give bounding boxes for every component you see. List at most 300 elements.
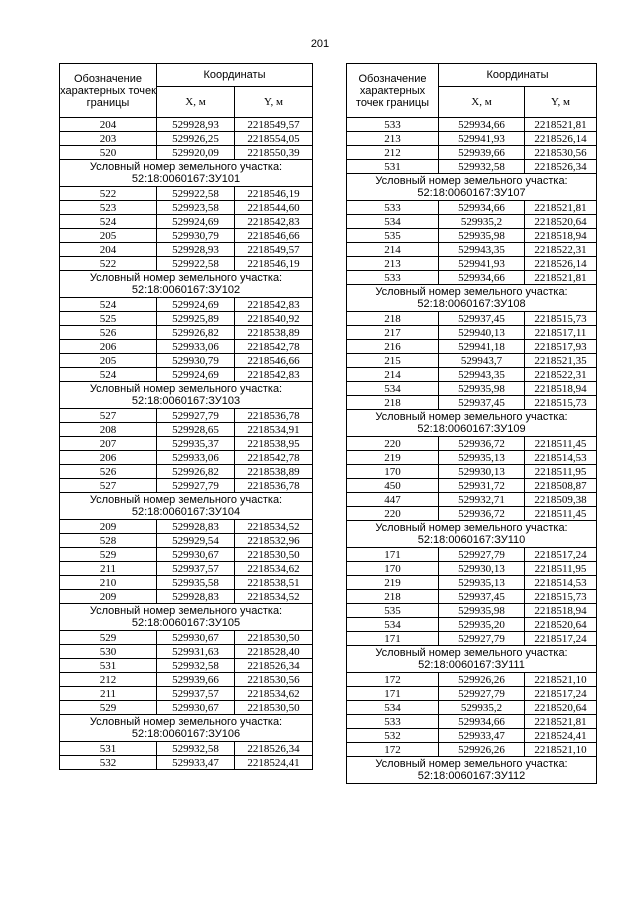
point-number-cell: 531 bbox=[60, 659, 157, 673]
point-number-cell: 529 bbox=[60, 548, 157, 562]
table-row bbox=[347, 604, 597, 618]
parcel-subheader-row bbox=[347, 757, 597, 784]
x-coordinate-cell: 529931,72 bbox=[439, 479, 525, 493]
table-header bbox=[347, 64, 597, 118]
x-coordinate-cell: 529937,45 bbox=[439, 590, 525, 604]
point-number-cell: 534 bbox=[347, 618, 439, 632]
x-coordinate-cell: 529924,69 bbox=[157, 215, 235, 229]
point-number-cell: 218 bbox=[347, 590, 439, 604]
parcel-subheader-row bbox=[60, 382, 313, 409]
y-coordinate-cell: 2218534,62 bbox=[235, 562, 313, 576]
y-coordinate-cell: 2218517,93 bbox=[525, 340, 597, 354]
point-number-cell: 213 bbox=[347, 257, 439, 271]
table-row bbox=[60, 687, 313, 701]
x-coordinate-cell: 529926,26 bbox=[439, 743, 525, 757]
point-number-cell: 215 bbox=[347, 354, 439, 368]
point-number-cell: 210 bbox=[60, 576, 157, 590]
table-row bbox=[60, 479, 313, 493]
x-coordinate-cell: 529937,57 bbox=[157, 687, 235, 701]
x-coordinate-cell: 529932,71 bbox=[439, 493, 525, 507]
point-number-cell: 533 bbox=[347, 118, 439, 132]
table-row bbox=[60, 548, 313, 562]
point-number-cell: 172 bbox=[347, 673, 439, 687]
point-number-cell: 170 bbox=[347, 562, 439, 576]
parcel-number-label: Условный номер земельного участка: 52:18:0060167:ЗУ105 bbox=[60, 604, 313, 631]
x-coordinate-cell: 529927,79 bbox=[439, 687, 525, 701]
point-number-cell: 220 bbox=[347, 437, 439, 451]
x-coordinate-cell: 529926,82 bbox=[157, 465, 235, 479]
parcel-subheader-row bbox=[347, 410, 597, 437]
table-row bbox=[60, 340, 313, 354]
parcel-number-label: Условный номер земельного участка: 52:18:0060167:ЗУ104 bbox=[60, 493, 313, 520]
table-row bbox=[60, 742, 313, 756]
y-coordinate-cell: 2218526,14 bbox=[525, 257, 597, 271]
table-row bbox=[60, 631, 313, 645]
table-row bbox=[347, 562, 597, 576]
parcel-number-label: Условный номер земельного участка: 52:18:0060167:ЗУ109 bbox=[347, 410, 597, 437]
x-coordinate-cell: 529941,18 bbox=[439, 340, 525, 354]
parcel-subheader-row bbox=[60, 160, 313, 187]
y-coordinate-cell: 2218521,81 bbox=[525, 118, 597, 132]
parcel-number-label: Условный номер земельного участка: 52:18:0060167:ЗУ102 bbox=[60, 271, 313, 298]
table-row bbox=[347, 743, 597, 757]
table-row bbox=[347, 479, 597, 493]
point-number-cell: 530 bbox=[60, 645, 157, 659]
table-row bbox=[347, 507, 597, 521]
table-row bbox=[347, 576, 597, 590]
point-number-cell: 206 bbox=[60, 451, 157, 465]
x-coordinate-cell: 529932,58 bbox=[157, 659, 235, 673]
y-coordinate-cell: 2218542,83 bbox=[235, 368, 313, 382]
x-coordinate-cell: 529933,47 bbox=[439, 729, 525, 743]
point-number-cell: 533 bbox=[347, 201, 439, 215]
table-row bbox=[60, 298, 313, 312]
table-row bbox=[60, 590, 313, 604]
y-coordinate-cell: 2218549,57 bbox=[235, 243, 313, 257]
y-coordinate-cell: 2218530,56 bbox=[525, 146, 597, 160]
table-row bbox=[60, 534, 313, 548]
y-coordinate-cell: 2218522,31 bbox=[525, 243, 597, 257]
x-coordinate-cell: 529927,79 bbox=[157, 409, 235, 423]
table-row bbox=[60, 132, 313, 146]
y-coordinate-cell: 2218521,81 bbox=[525, 715, 597, 729]
y-coordinate-cell: 2218534,52 bbox=[235, 590, 313, 604]
x-coordinate-cell: 529935,98 bbox=[439, 382, 525, 396]
x-coordinate-cell: 529928,65 bbox=[157, 423, 235, 437]
x-coordinate-cell: 529935,13 bbox=[439, 451, 525, 465]
point-number-cell: 526 bbox=[60, 465, 157, 479]
x-coordinate-cell: 529934,66 bbox=[439, 715, 525, 729]
y-coordinate-cell: 2218511,45 bbox=[525, 507, 597, 521]
y-coordinate-cell: 2218536,78 bbox=[235, 479, 313, 493]
y-coordinate-cell: 2218521,35 bbox=[525, 354, 597, 368]
x-coordinate-cell: 529922,58 bbox=[157, 257, 235, 271]
table-row bbox=[60, 118, 313, 132]
table-row bbox=[347, 590, 597, 604]
point-number-cell: 533 bbox=[347, 271, 439, 285]
x-coordinate-cell: 529943,35 bbox=[439, 368, 525, 382]
x-coordinate-cell: 529928,93 bbox=[157, 118, 235, 132]
y-coordinate-cell: 2218526,14 bbox=[525, 132, 597, 146]
y-coordinate-cell: 2218520,64 bbox=[525, 618, 597, 632]
point-number-cell: 529 bbox=[60, 701, 157, 715]
parcel-number-label: Условный номер земельного участка: 52:18:0060167:ЗУ103 bbox=[60, 382, 313, 409]
table-row bbox=[60, 437, 313, 451]
y-coordinate-cell: 2218508,87 bbox=[525, 479, 597, 493]
y-coordinate-cell: 2218526,34 bbox=[525, 160, 597, 174]
point-number-cell: 212 bbox=[347, 146, 439, 160]
y-coordinate-cell: 2218517,11 bbox=[525, 326, 597, 340]
table-row bbox=[60, 562, 313, 576]
y-coordinate-cell: 2218546,19 bbox=[235, 187, 313, 201]
point-number-cell: 171 bbox=[347, 548, 439, 562]
table-row bbox=[60, 201, 313, 215]
point-number-cell: 218 bbox=[347, 396, 439, 410]
table-row bbox=[347, 215, 597, 229]
x-coordinate-cell: 529933,06 bbox=[157, 340, 235, 354]
x-coordinate-cell: 529922,58 bbox=[157, 187, 235, 201]
y-coordinate-cell: 2218546,66 bbox=[235, 354, 313, 368]
x-coordinate-cell: 529941,93 bbox=[439, 257, 525, 271]
y-coordinate-cell: 2218546,66 bbox=[235, 229, 313, 243]
x-header: X, м bbox=[439, 87, 525, 118]
table-body bbox=[60, 118, 313, 770]
y-coordinate-cell: 2218521,10 bbox=[525, 743, 597, 757]
table-row bbox=[60, 756, 313, 770]
table-row bbox=[347, 618, 597, 632]
y-header: Y, м bbox=[525, 87, 597, 118]
table-row bbox=[60, 673, 313, 687]
y-coordinate-cell: 2218522,31 bbox=[525, 368, 597, 382]
parcel-subheader-row bbox=[347, 646, 597, 673]
point-number-cell: 171 bbox=[347, 632, 439, 646]
table-row bbox=[60, 520, 313, 534]
point-number-cell: 205 bbox=[60, 229, 157, 243]
coordinates-table-left bbox=[59, 63, 313, 770]
table-row bbox=[347, 382, 597, 396]
table-row bbox=[60, 312, 313, 326]
x-coordinate-cell: 529935,37 bbox=[157, 437, 235, 451]
coordinates-header: Координаты bbox=[157, 64, 313, 87]
x-coordinate-cell: 529930,79 bbox=[157, 229, 235, 243]
point-number-cell: 211 bbox=[60, 687, 157, 701]
point-number-cell: 531 bbox=[347, 160, 439, 174]
table-row bbox=[347, 326, 597, 340]
x-coordinate-cell: 529927,79 bbox=[157, 479, 235, 493]
table-row bbox=[60, 409, 313, 423]
table-row bbox=[347, 132, 597, 146]
x-coordinate-cell: 529930,67 bbox=[157, 701, 235, 715]
y-coordinate-cell: 2218520,64 bbox=[525, 701, 597, 715]
point-number-cell: 532 bbox=[347, 729, 439, 743]
table-row bbox=[60, 701, 313, 715]
point-number-cell: 534 bbox=[347, 215, 439, 229]
point-label-header: Обозначение характерных точек границы bbox=[347, 64, 439, 118]
x-coordinate-cell: 529935,2 bbox=[439, 215, 525, 229]
x-coordinate-cell: 529930,13 bbox=[439, 465, 525, 479]
y-coordinate-cell: 2218515,73 bbox=[525, 396, 597, 410]
table-row bbox=[347, 701, 597, 715]
y-coordinate-cell: 2218538,51 bbox=[235, 576, 313, 590]
point-number-cell: 526 bbox=[60, 326, 157, 340]
x-coordinate-cell: 529934,66 bbox=[439, 271, 525, 285]
y-coordinate-cell: 2218511,45 bbox=[525, 437, 597, 451]
y-coordinate-cell: 2218511,95 bbox=[525, 562, 597, 576]
table-row bbox=[347, 465, 597, 479]
x-coordinate-cell: 529926,25 bbox=[157, 132, 235, 146]
table-row bbox=[347, 729, 597, 743]
y-coordinate-cell: 2218514,53 bbox=[525, 576, 597, 590]
table-row bbox=[347, 673, 597, 687]
table-row bbox=[60, 368, 313, 382]
parcel-subheader-row bbox=[347, 174, 597, 201]
table-row bbox=[60, 243, 313, 257]
parcel-number-label: Условный номер земельного участка: 52:18:0060167:ЗУ108 bbox=[347, 285, 597, 312]
table-row bbox=[60, 645, 313, 659]
y-coordinate-cell: 2218509,38 bbox=[525, 493, 597, 507]
y-coordinate-cell: 2218530,50 bbox=[235, 548, 313, 562]
x-coordinate-cell: 529935,13 bbox=[439, 576, 525, 590]
x-coordinate-cell: 529935,98 bbox=[439, 229, 525, 243]
x-coordinate-cell: 529943,35 bbox=[439, 243, 525, 257]
x-coordinate-cell: 529935,98 bbox=[439, 604, 525, 618]
x-coordinate-cell: 529933,47 bbox=[157, 756, 235, 770]
x-coordinate-cell: 529928,93 bbox=[157, 243, 235, 257]
y-coordinate-cell: 2218550,39 bbox=[235, 146, 313, 160]
y-coordinate-cell: 2218538,89 bbox=[235, 326, 313, 340]
x-coordinate-cell: 529930,67 bbox=[157, 548, 235, 562]
x-coordinate-cell: 529926,82 bbox=[157, 326, 235, 340]
x-coordinate-cell: 529926,26 bbox=[439, 673, 525, 687]
table-row bbox=[60, 576, 313, 590]
x-coordinate-cell: 529935,20 bbox=[439, 618, 525, 632]
y-header: Y, м bbox=[235, 87, 313, 118]
table-row bbox=[347, 312, 597, 326]
table-row bbox=[60, 354, 313, 368]
point-number-cell: 208 bbox=[60, 423, 157, 437]
y-coordinate-cell: 2218517,24 bbox=[525, 632, 597, 646]
point-number-cell: 216 bbox=[347, 340, 439, 354]
point-number-cell: 447 bbox=[347, 493, 439, 507]
point-number-cell: 172 bbox=[347, 743, 439, 757]
y-coordinate-cell: 2218530,56 bbox=[235, 673, 313, 687]
point-number-cell: 211 bbox=[60, 562, 157, 576]
table-row bbox=[347, 257, 597, 271]
point-number-cell: 217 bbox=[347, 326, 439, 340]
point-number-cell: 535 bbox=[347, 229, 439, 243]
point-number-cell: 204 bbox=[60, 118, 157, 132]
y-coordinate-cell: 2218538,89 bbox=[235, 465, 313, 479]
y-coordinate-cell: 2218518,94 bbox=[525, 604, 597, 618]
table-row bbox=[347, 548, 597, 562]
y-coordinate-cell: 2218540,92 bbox=[235, 312, 313, 326]
table-row bbox=[60, 659, 313, 673]
parcel-number-label: Условный номер земельного участка: 52:18:0060167:ЗУ112 bbox=[347, 757, 597, 784]
x-coordinate-cell: 529924,69 bbox=[157, 368, 235, 382]
y-coordinate-cell: 2218536,78 bbox=[235, 409, 313, 423]
y-coordinate-cell: 2218520,64 bbox=[525, 215, 597, 229]
page-number: 201 bbox=[310, 38, 330, 50]
table-row bbox=[347, 160, 597, 174]
table-body bbox=[347, 118, 597, 784]
x-coordinate-cell: 529931,63 bbox=[157, 645, 235, 659]
parcel-subheader-row bbox=[347, 285, 597, 312]
y-coordinate-cell: 2218544,60 bbox=[235, 201, 313, 215]
x-coordinate-cell: 529934,66 bbox=[439, 118, 525, 132]
y-coordinate-cell: 2218546,19 bbox=[235, 257, 313, 271]
x-coordinate-cell: 529932,58 bbox=[439, 160, 525, 174]
y-coordinate-cell: 2218542,83 bbox=[235, 215, 313, 229]
point-number-cell: 218 bbox=[347, 312, 439, 326]
y-coordinate-cell: 2218517,24 bbox=[525, 687, 597, 701]
table-row bbox=[347, 229, 597, 243]
y-coordinate-cell: 2218515,73 bbox=[525, 590, 597, 604]
table-row bbox=[60, 187, 313, 201]
point-number-cell: 523 bbox=[60, 201, 157, 215]
y-coordinate-cell: 2218521,81 bbox=[525, 201, 597, 215]
y-coordinate-cell: 2218534,52 bbox=[235, 520, 313, 534]
parcel-subheader-row bbox=[60, 715, 313, 742]
y-coordinate-cell: 2218549,57 bbox=[235, 118, 313, 132]
point-number-cell: 520 bbox=[60, 146, 157, 160]
y-coordinate-cell: 2218521,81 bbox=[525, 271, 597, 285]
table-row bbox=[347, 687, 597, 701]
point-number-cell: 214 bbox=[347, 243, 439, 257]
x-coordinate-cell: 529936,72 bbox=[439, 507, 525, 521]
x-coordinate-cell: 529924,69 bbox=[157, 298, 235, 312]
x-coordinate-cell: 529935,2 bbox=[439, 701, 525, 715]
y-coordinate-cell: 2218538,95 bbox=[235, 437, 313, 451]
table-row bbox=[347, 201, 597, 215]
table-row bbox=[347, 243, 597, 257]
x-coordinate-cell: 529928,83 bbox=[157, 590, 235, 604]
table-row bbox=[347, 118, 597, 132]
x-coordinate-cell: 529939,66 bbox=[439, 146, 525, 160]
point-number-cell: 219 bbox=[347, 576, 439, 590]
x-coordinate-cell: 529935,58 bbox=[157, 576, 235, 590]
point-number-cell: 209 bbox=[60, 520, 157, 534]
x-coordinate-cell: 529932,58 bbox=[157, 742, 235, 756]
point-number-cell: 528 bbox=[60, 534, 157, 548]
parcel-number-label: Условный номер земельного участка: 52:18:0060167:ЗУ101 bbox=[60, 160, 313, 187]
table-row bbox=[60, 465, 313, 479]
x-header: X, м bbox=[157, 87, 235, 118]
point-number-cell: 207 bbox=[60, 437, 157, 451]
point-number-cell: 170 bbox=[347, 465, 439, 479]
x-coordinate-cell: 529927,79 bbox=[439, 548, 525, 562]
point-number-cell: 524 bbox=[60, 215, 157, 229]
y-coordinate-cell: 2218532,96 bbox=[235, 534, 313, 548]
table-row bbox=[347, 715, 597, 729]
y-coordinate-cell: 2218517,24 bbox=[525, 548, 597, 562]
point-number-cell: 212 bbox=[60, 673, 157, 687]
point-number-cell: 203 bbox=[60, 132, 157, 146]
parcel-number-label: Условный номер земельного участка: 52:18:0060167:ЗУ106 bbox=[60, 715, 313, 742]
y-coordinate-cell: 2218524,41 bbox=[525, 729, 597, 743]
y-coordinate-cell: 2218526,34 bbox=[235, 742, 313, 756]
y-coordinate-cell: 2218524,41 bbox=[235, 756, 313, 770]
table-row bbox=[347, 271, 597, 285]
table-row bbox=[347, 340, 597, 354]
table-row bbox=[60, 257, 313, 271]
table-row bbox=[347, 437, 597, 451]
point-number-cell: 531 bbox=[60, 742, 157, 756]
point-number-cell: 524 bbox=[60, 368, 157, 382]
table-row bbox=[347, 632, 597, 646]
x-coordinate-cell: 529928,83 bbox=[157, 520, 235, 534]
parcel-subheader-row bbox=[60, 271, 313, 298]
x-coordinate-cell: 529923,58 bbox=[157, 201, 235, 215]
x-coordinate-cell: 529929,54 bbox=[157, 534, 235, 548]
x-coordinate-cell: 529933,06 bbox=[157, 451, 235, 465]
point-number-cell: 214 bbox=[347, 368, 439, 382]
x-coordinate-cell: 529940,13 bbox=[439, 326, 525, 340]
y-coordinate-cell: 2218534,91 bbox=[235, 423, 313, 437]
parcel-number-label: Условный номер земельного участка: 52:18:0060167:ЗУ110 bbox=[347, 521, 597, 548]
point-number-cell: 171 bbox=[347, 687, 439, 701]
x-coordinate-cell: 529930,79 bbox=[157, 354, 235, 368]
parcel-subheader-row bbox=[60, 604, 313, 631]
x-coordinate-cell: 529930,67 bbox=[157, 631, 235, 645]
x-coordinate-cell: 529934,66 bbox=[439, 201, 525, 215]
y-coordinate-cell: 2218534,62 bbox=[235, 687, 313, 701]
table-row bbox=[60, 229, 313, 243]
x-coordinate-cell: 529925,89 bbox=[157, 312, 235, 326]
y-coordinate-cell: 2218542,83 bbox=[235, 298, 313, 312]
point-number-cell: 206 bbox=[60, 340, 157, 354]
point-number-cell: 532 bbox=[60, 756, 157, 770]
table-row bbox=[60, 451, 313, 465]
point-number-cell: 525 bbox=[60, 312, 157, 326]
point-number-cell: 204 bbox=[60, 243, 157, 257]
y-coordinate-cell: 2218514,53 bbox=[525, 451, 597, 465]
x-coordinate-cell: 529937,45 bbox=[439, 312, 525, 326]
point-number-cell: 527 bbox=[60, 479, 157, 493]
parcel-subheader-row bbox=[60, 493, 313, 520]
y-coordinate-cell: 2218515,73 bbox=[525, 312, 597, 326]
coordinates-table-right bbox=[346, 63, 597, 784]
y-coordinate-cell: 2218518,94 bbox=[525, 229, 597, 243]
point-number-cell: 219 bbox=[347, 451, 439, 465]
point-number-cell: 522 bbox=[60, 187, 157, 201]
y-coordinate-cell: 2218542,78 bbox=[235, 451, 313, 465]
y-coordinate-cell: 2218521,10 bbox=[525, 673, 597, 687]
x-coordinate-cell: 529936,72 bbox=[439, 437, 525, 451]
y-coordinate-cell: 2218528,40 bbox=[235, 645, 313, 659]
x-coordinate-cell: 529939,66 bbox=[157, 673, 235, 687]
table-row bbox=[60, 423, 313, 437]
coordinates-header: Координаты bbox=[439, 64, 597, 87]
point-number-cell: 209 bbox=[60, 590, 157, 604]
x-coordinate-cell: 529937,57 bbox=[157, 562, 235, 576]
point-number-cell: 524 bbox=[60, 298, 157, 312]
y-coordinate-cell: 2218542,78 bbox=[235, 340, 313, 354]
x-coordinate-cell: 529930,13 bbox=[439, 562, 525, 576]
table-row bbox=[347, 396, 597, 410]
table-row bbox=[347, 354, 597, 368]
point-number-cell: 450 bbox=[347, 479, 439, 493]
point-number-cell: 527 bbox=[60, 409, 157, 423]
y-coordinate-cell: 2218530,50 bbox=[235, 701, 313, 715]
table-row bbox=[60, 326, 313, 340]
table-row bbox=[60, 146, 313, 160]
x-coordinate-cell: 529927,79 bbox=[439, 632, 525, 646]
point-number-cell: 522 bbox=[60, 257, 157, 271]
x-coordinate-cell: 529937,45 bbox=[439, 396, 525, 410]
y-coordinate-cell: 2218518,94 bbox=[525, 382, 597, 396]
y-coordinate-cell: 2218526,34 bbox=[235, 659, 313, 673]
point-number-cell: 533 bbox=[347, 715, 439, 729]
